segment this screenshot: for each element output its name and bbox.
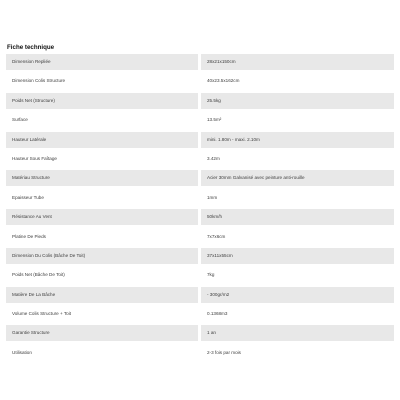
- table-row: [6, 248, 394, 264]
- table-row: [6, 73, 394, 89]
- spec-label: Platine De Pieds: [6, 229, 198, 245]
- spec-value: 7kg: [201, 267, 394, 283]
- spec-value: 7x7x6cm: [201, 229, 394, 245]
- table-row: [6, 229, 394, 245]
- spec-table: [6, 54, 394, 364]
- spec-value: mini. 1.80m - maxi. 2.10m: [201, 132, 394, 148]
- spec-label: Résistance Au Vent: [6, 209, 198, 225]
- table-row: [6, 287, 394, 303]
- spec-value: 28x21x150cm: [201, 54, 394, 70]
- spec-label: Dimension Du Colis (Bâche De Toit): [6, 248, 198, 264]
- table-row: [6, 325, 394, 341]
- spec-label: Dimension Colis Structure: [6, 73, 198, 89]
- spec-label: Volume Colis Structure + Toit: [6, 306, 198, 322]
- spec-value: 13.5m²: [201, 112, 394, 128]
- table-row: [6, 190, 394, 206]
- spec-value: 0.1368m3: [201, 306, 394, 322]
- spec-value: 1 an: [201, 325, 394, 341]
- spec-label: Poids Net (Bâche De Toit): [6, 267, 198, 283]
- spec-value: Acier 30mm Galvanisé avec peinture anti-rouille: [201, 170, 394, 186]
- spec-label: Hauteur Sous Faîtage: [6, 151, 198, 167]
- spec-value: 3.42m: [201, 151, 394, 167]
- table-row: [6, 151, 394, 167]
- spec-value: - 300gr/m2: [201, 287, 394, 303]
- spec-label: Hauteur Latérale: [6, 132, 198, 148]
- spec-label: Surface: [6, 112, 198, 128]
- table-row: [6, 93, 394, 109]
- spec-label: Matière De La Bâche: [6, 287, 198, 303]
- table-row: [6, 170, 394, 186]
- table-row: [6, 306, 394, 322]
- table-row: [6, 209, 394, 225]
- spec-value: 50km/h: [201, 209, 394, 225]
- table-row: [6, 345, 394, 361]
- spec-label: Matériau Structure: [6, 170, 198, 186]
- table-row: [6, 112, 394, 128]
- spec-value: 25.5kg: [201, 93, 394, 109]
- spec-value: 2-3 fois par mois: [201, 345, 394, 361]
- table-row: [6, 132, 394, 148]
- table-row: [6, 54, 394, 70]
- section-title: Fiche technique: [7, 44, 55, 51]
- table-row: [6, 267, 394, 283]
- spec-label: Garantie Structure: [6, 325, 198, 341]
- spec-value: 1mm: [201, 190, 394, 206]
- spec-value: 40x23.5x162cm: [201, 73, 394, 89]
- spec-label: Dimension Repliée: [6, 54, 198, 70]
- spec-label: Utilisation: [6, 345, 198, 361]
- spec-value: 37x11x55cm: [201, 248, 394, 264]
- spec-label: Epaisseur Tube: [6, 190, 198, 206]
- spec-label: Poids Net (Structure): [6, 93, 198, 109]
